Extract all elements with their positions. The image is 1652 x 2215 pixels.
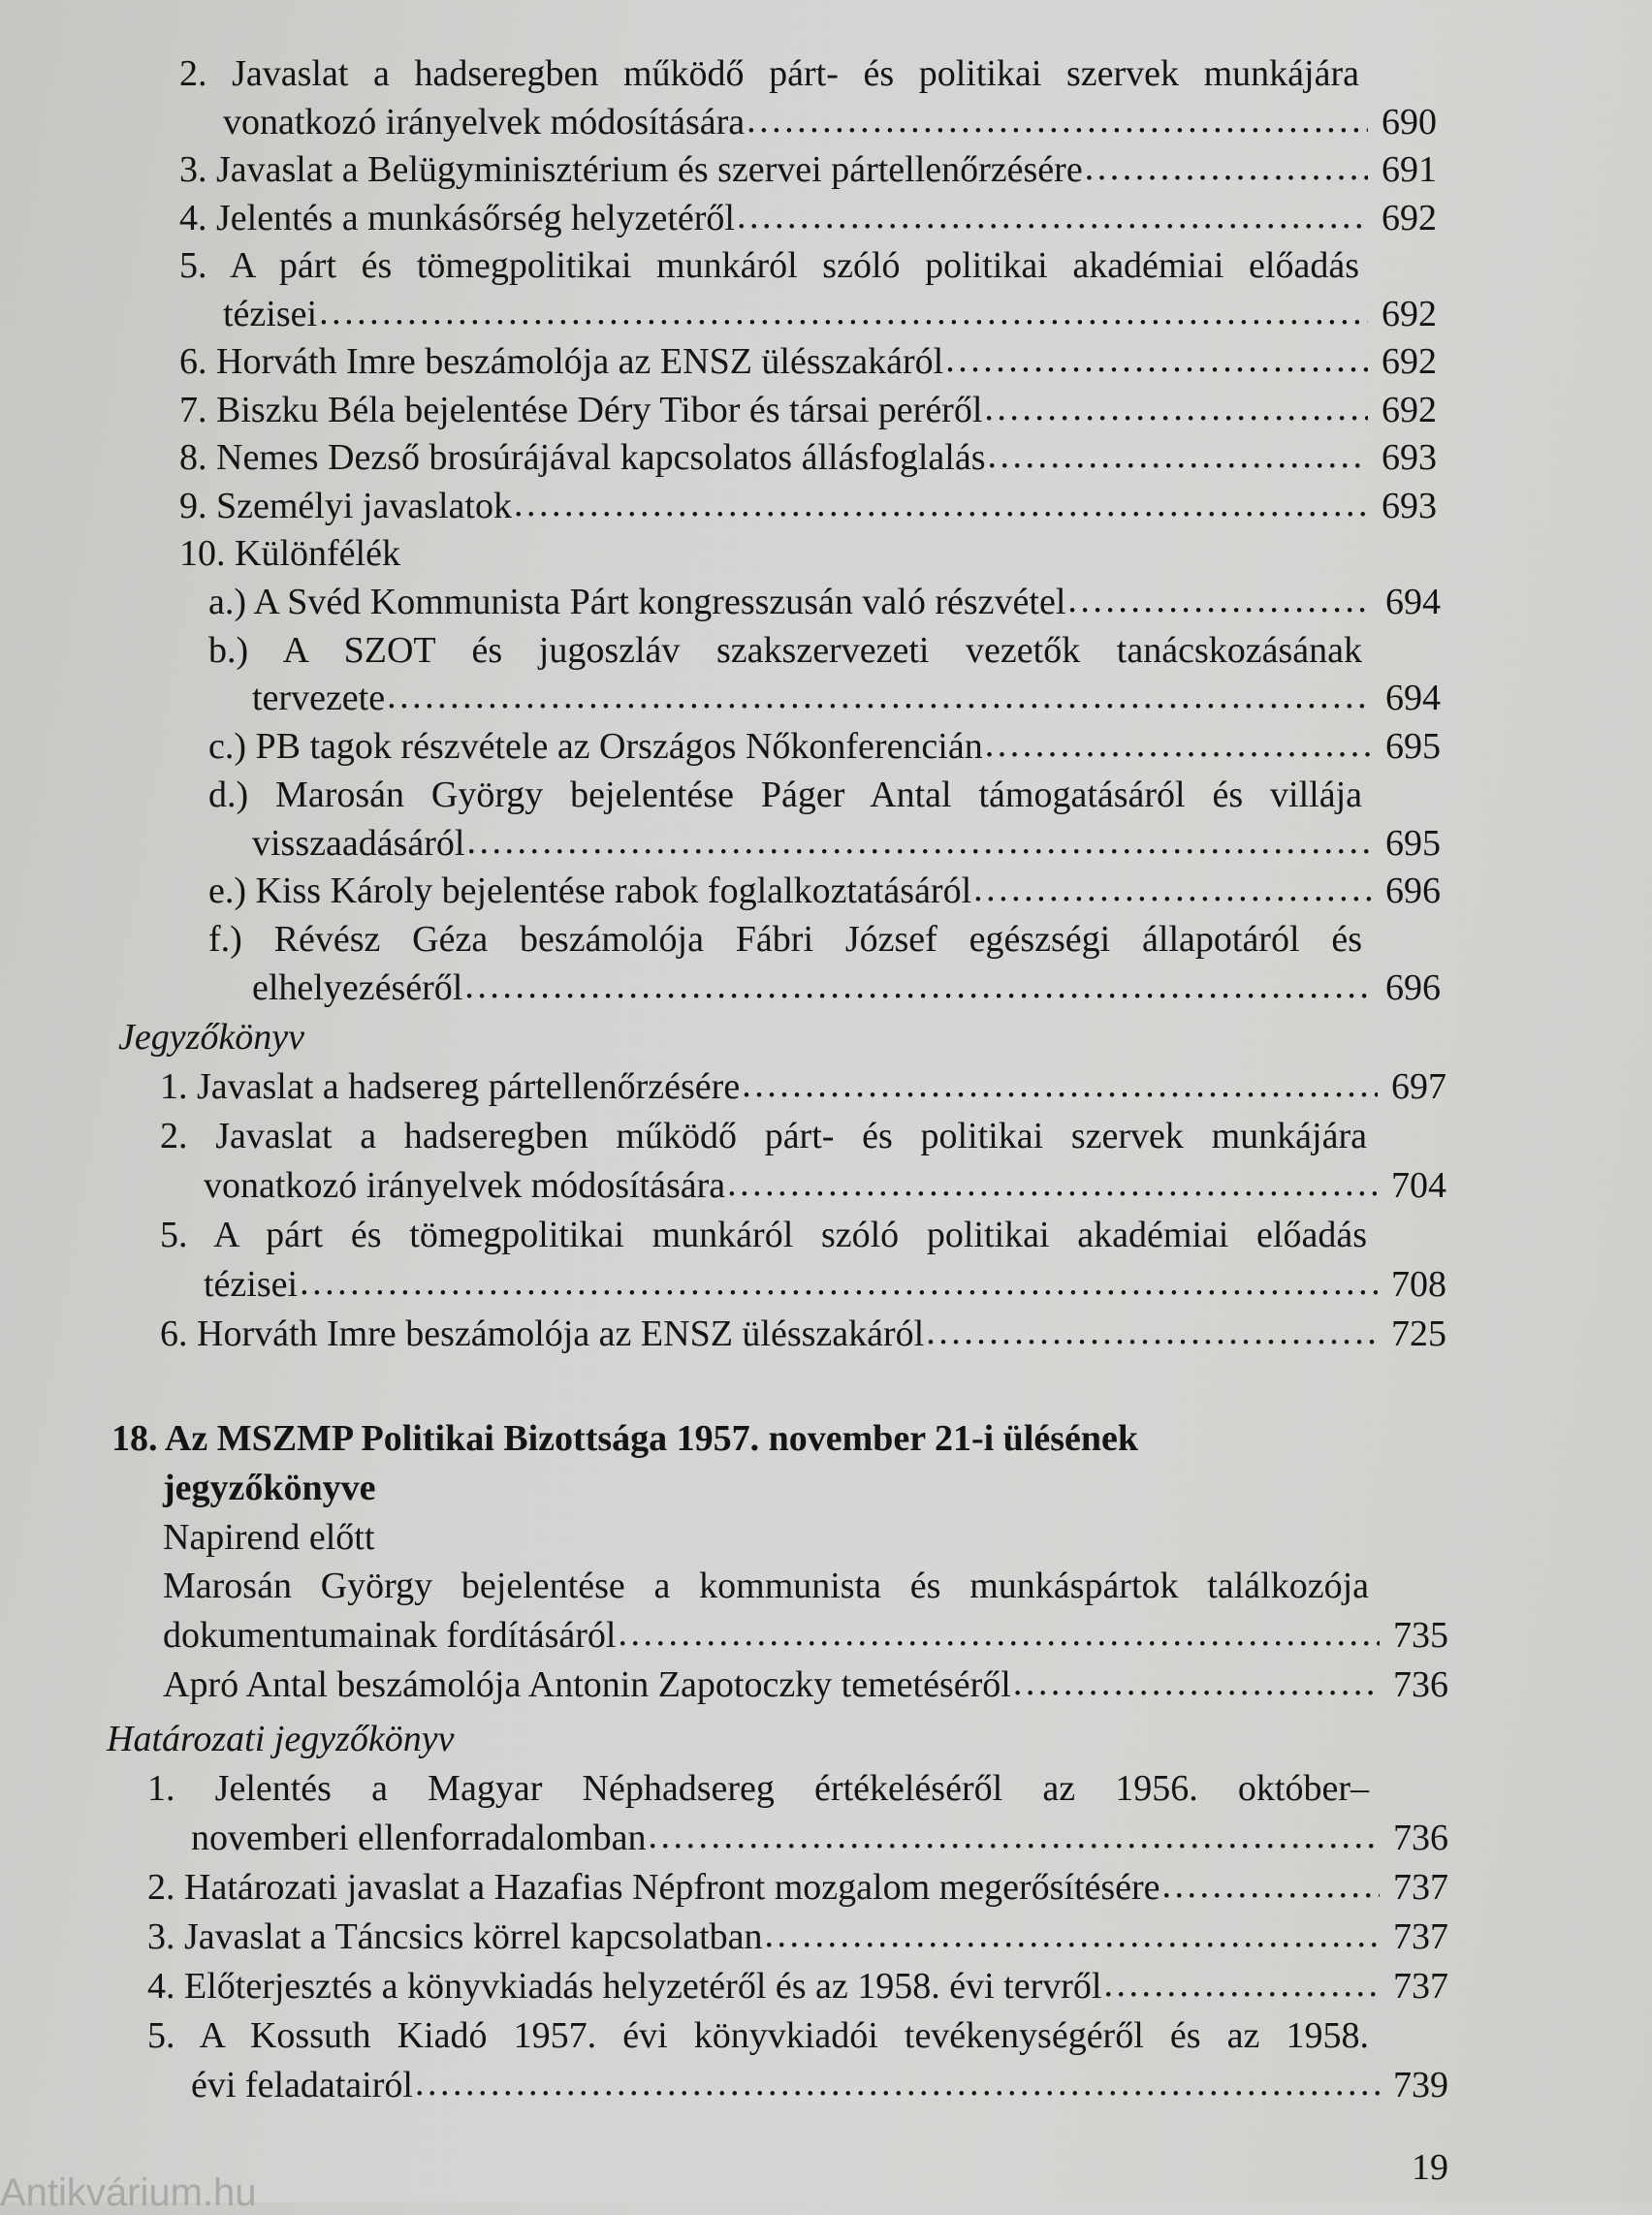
toc-entry-text: tézisei xyxy=(223,293,318,334)
toc-page-number: 694 xyxy=(1385,582,1441,622)
dot-leader xyxy=(619,1610,1381,1658)
dot-leader xyxy=(387,673,1372,720)
dot-leader xyxy=(514,481,1368,528)
toc-entry-text: 6. Horváth Imre beszámolója az ENSZ ülésszakáról xyxy=(179,341,944,382)
dot-leader xyxy=(985,721,1372,769)
page-number: 19 xyxy=(1412,2147,1448,2188)
section-18-title-line2: jegyzőkönyve xyxy=(163,1468,376,1508)
toc-entry-text: a.) A Svéd Kommunista Párt kongresszusán való részvétel xyxy=(208,582,1066,622)
toc-entry-text: novemberi ellenforradalomban xyxy=(191,1818,647,1858)
dot-leader xyxy=(973,866,1372,913)
toc-entry-text: 7. Biszku Béla bejelentése Déry Tibor és társai peréről xyxy=(179,389,983,430)
dot-leader xyxy=(300,1259,1378,1307)
watermark-text: Antikvárium.hu xyxy=(0,2171,257,2214)
dot-leader xyxy=(988,432,1368,480)
toc-page-number: 739 xyxy=(1393,2065,1448,2105)
dot-leader xyxy=(649,1813,1380,1860)
toc-page-number: 708 xyxy=(1391,1264,1446,1305)
dot-leader xyxy=(466,818,1372,866)
toc-page-number: 736 xyxy=(1393,1818,1448,1858)
toc-page-number: 692 xyxy=(1382,293,1437,334)
dot-leader xyxy=(765,1912,1380,1959)
toc-entry-text: 5. A párt és tömegpolitikai munkáról szóló politikai akadémiai előadás xyxy=(160,1215,1367,1255)
toc-page-number: 692 xyxy=(1382,341,1437,382)
dot-leader xyxy=(1103,1961,1380,2009)
dot-leader xyxy=(747,97,1368,144)
toc-page-number: 737 xyxy=(1393,1966,1448,2007)
toc-entry-text: 2. Határozati javaslat a Hazafias Népfront mozgalom megerősítésére xyxy=(147,1867,1160,1908)
toc-entry-text: b.) A SZOT és jugoszláv szakszervezeti vezetők tanácskozásának xyxy=(208,629,1362,671)
toc-page-number: 735 xyxy=(1393,1615,1448,1656)
toc-page-number: 737 xyxy=(1393,1867,1448,1908)
toc-page-number: 695 xyxy=(1385,822,1441,864)
toc-entry-text: 5. A Kossuth Kiadó 1957. évi könyvkiadói tevékenységéről és az 1958. xyxy=(147,2015,1369,2056)
toc-page-number: 693 xyxy=(1382,485,1437,526)
toc-entry-text: tervezete xyxy=(252,678,386,719)
dot-leader xyxy=(926,1309,1378,1356)
toc-page-number: 692 xyxy=(1382,389,1437,430)
toc-page-number: 704 xyxy=(1391,1165,1446,1206)
toc-entry-text: évi feladatairól xyxy=(191,2065,413,2105)
toc-page-number: 691 xyxy=(1382,149,1437,190)
toc-entry-text: 8. Nemes Dezső brosúrájával kapcsolatos állásfoglalás xyxy=(179,437,986,478)
toc-page-number: 696 xyxy=(1385,870,1441,912)
toc-entry-text: 3. Javaslat a Belügyminisztérium és szervei pártellenőrzésére xyxy=(179,149,1083,190)
dot-leader xyxy=(1067,577,1372,624)
toc-entry-text: 2. Javaslat a hadseregben működő párt- és politikai szervek munkájára xyxy=(179,53,1359,94)
toc-entry-text: 1. Javaslat a hadsereg pártellenőrzésére xyxy=(160,1066,741,1107)
hatarozati-label: Határozati jegyzőkönyv xyxy=(107,1719,455,1759)
toc-entry-text: 1. Jelentés a Magyar Néphadsereg értékeléséről az 1956. október– xyxy=(147,1768,1369,1809)
section-18-title-line1: 18. Az MSZMP Politikai Bizottsága 1957. november 21-i ülésének xyxy=(111,1418,1139,1459)
toc-entry-text: 3. Javaslat a Táncsics körrel kapcsolatban xyxy=(147,1916,763,1957)
dot-leader xyxy=(984,385,1368,432)
dot-leader xyxy=(1162,1862,1380,1910)
toc-entry-text: vonatkozó irányelvek módosítására xyxy=(223,101,746,142)
toc-entry-text: f.) Révész Géza beszámolója Fábri József egészségi állapotáról és xyxy=(208,918,1362,960)
dot-leader xyxy=(319,289,1368,336)
toc-entry-text: Marosán György bejelentése a kommunista és munkáspártok találkozója xyxy=(163,1566,1369,1606)
dot-leader xyxy=(415,2060,1380,2107)
toc-entry-text: c.) PB tagok részvétele az Országos Nőkonferencián xyxy=(208,726,983,768)
toc-page-number: 697 xyxy=(1391,1066,1446,1107)
toc-entry-text: e.) Kiss Károly bejelentése rabok foglalkoztatásáról xyxy=(208,870,972,912)
dot-leader xyxy=(1013,1660,1380,1707)
toc-entry-text: dokumentumainak fordításáról xyxy=(163,1615,617,1656)
dot-leader xyxy=(945,336,1368,384)
toc-entry-text: 6. Horváth Imre beszámolója az ENSZ ülésszakáról xyxy=(160,1313,925,1354)
napirend-elott-label: Napirend előtt xyxy=(163,1517,375,1558)
toc-page-number: 690 xyxy=(1382,101,1437,142)
toc-entry-text: vonatkozó irányelvek módosítására xyxy=(204,1165,726,1206)
toc-page-number: 737 xyxy=(1393,1916,1448,1957)
dot-leader xyxy=(727,1160,1378,1208)
toc-entry-text: tézisei xyxy=(204,1264,299,1305)
toc-page-number: 696 xyxy=(1385,966,1441,1008)
toc-entry-text: 10. Különfélék xyxy=(179,533,400,574)
toc-page-number: 692 xyxy=(1382,197,1437,238)
toc-entry-text: Apró Antal beszámolója Antonin Zapotoczky temetéséről xyxy=(163,1664,1011,1705)
dot-leader xyxy=(737,193,1368,240)
toc-entry-text: 4. Jelentés a munkásőrség helyzetéről xyxy=(179,197,735,238)
toc-entry-text: visszaadásáról xyxy=(252,822,465,864)
toc-page-number: 695 xyxy=(1385,726,1441,768)
toc-entry-text: 5. A párt és tömegpolitikai munkáról szóló politikai akadémiai előadás xyxy=(179,245,1359,286)
toc-entry-text: d.) Marosán György bejelentése Páger Antal támogatásáról és villája xyxy=(208,774,1362,815)
toc-page-number: 725 xyxy=(1391,1313,1446,1354)
jegyzokonyv-label: Jegyzőkönyv xyxy=(118,1017,304,1058)
toc-page-number: 736 xyxy=(1393,1664,1448,1705)
dot-leader xyxy=(1085,144,1368,192)
toc-entry-text: 2. Javaslat a hadseregben működő párt- és politikai szervek munkájára xyxy=(160,1116,1367,1156)
toc-page-number: 694 xyxy=(1385,678,1441,719)
toc-entry-text: 4. Előterjesztés a könyvkiadás helyzetéről és az 1958. évi tervről xyxy=(147,1966,1102,2007)
toc-entry-text: elhelyezéséről xyxy=(252,966,463,1008)
toc-entry-text: 9. Személyi javaslatok xyxy=(179,485,512,526)
dot-leader xyxy=(464,963,1372,1010)
dot-leader xyxy=(742,1061,1378,1109)
toc-page-number: 693 xyxy=(1382,437,1437,478)
